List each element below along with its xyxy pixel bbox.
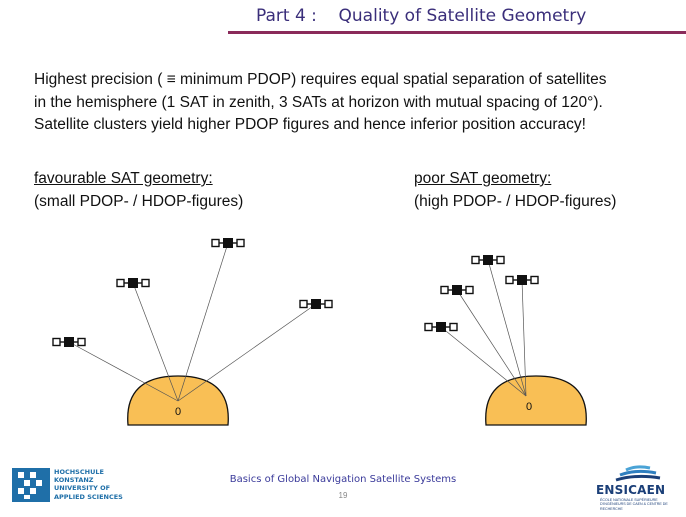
satellite-icon [53,337,85,347]
favourable-subheading: (small PDOP- / HDOP-figures) [34,192,244,210]
receiver-label-favourable: 0 [174,406,182,418]
satellite-icon [425,322,457,332]
receiver-label-poor: 0 [525,401,533,413]
intro-line-2: in the hemisphere (1 SAT in zenith, 3 SATs at horizon with mutual spacing of 120°). [34,93,603,111]
poor-diagram [425,255,586,425]
satellite-icon [300,299,332,309]
favourable-diagram [53,238,332,425]
page-number: 19 [338,491,348,500]
signal-line [69,342,178,401]
ensicaen-logo-subtext: ÉCOLE NATIONALE SUPÉRIEURE D'INGÉNIEURS DE CAEN & CENTRE DE RECHERCHE [600,498,668,511]
logo-line: UNIVERSITY OF [54,484,111,493]
intro-line-1: Highest precision ( ≡ minimum PDOP) requires equal spatial separation of satellites [34,71,607,88]
logo-line: APPLIED SCIENCES [54,492,123,501]
satellite-icon [472,255,504,265]
logo-line: HOCHSCHULE [54,468,104,476]
satellite-icon [117,278,149,288]
ensicaen-logo-text: ENSICAEN [596,483,666,497]
intro-line-3: Satellite clusters yield higher PDOP figures and hence inferior position accuracy! [34,116,586,133]
signal-line [457,290,526,396]
poor-subheading: (high PDOP- / HDOP-figures) [414,192,617,210]
favourable-heading: favourable SAT geometry: [34,170,213,187]
satellite-icon [212,238,244,248]
slide-title: Part 4 : Quality of Satellite Geometry [256,6,587,26]
signal-line [441,327,526,396]
earth-dome-poor [486,376,587,425]
satellite-icon [506,275,538,285]
signal-line [178,243,228,401]
logo-line: KONSTANZ [54,476,94,485]
satellite-icon [441,285,473,295]
footer-course-title: Basics of Global Navigation Satellite Systems [229,474,457,485]
poor-heading: poor SAT geometry: [414,170,552,187]
signal-line [178,304,316,401]
